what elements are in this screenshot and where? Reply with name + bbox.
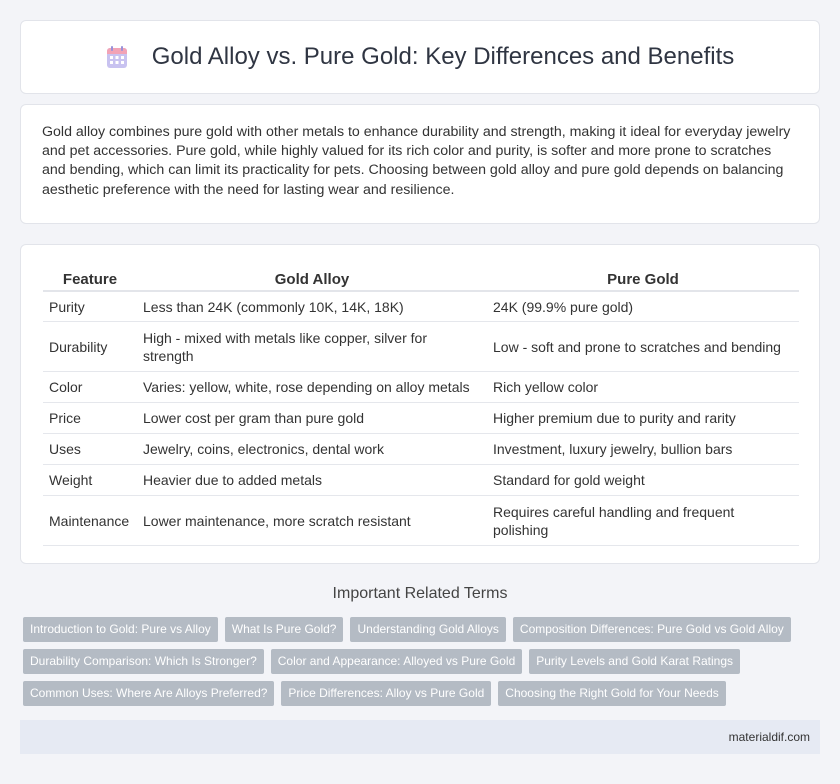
footer-site-link[interactable]: materialdif.com <box>728 730 810 744</box>
related-term-tag[interactable]: Durability Comparison: Which Is Stronger? <box>23 649 264 674</box>
related-term-tag[interactable]: Understanding Gold Alloys <box>350 617 505 642</box>
header-pure-gold: Pure Gold <box>487 265 799 292</box>
tag-row <box>23 617 823 642</box>
tag-row <box>23 649 823 674</box>
header-feature: Feature <box>43 265 137 292</box>
table-row <box>43 292 799 322</box>
row-gold-alloy: Jewelry, coins, electronics, dental work <box>137 434 487 465</box>
related-term-tag[interactable]: Purity Levels and Gold Karat Ratings <box>529 649 740 674</box>
related-term-tag[interactable]: Color and Appearance: Alloyed vs Pure Gold <box>271 649 522 674</box>
intro-card <box>20 104 820 224</box>
row-feature: Durability <box>43 322 137 372</box>
row-feature: Price <box>43 403 137 434</box>
row-pure-gold: Investment, luxury jewelry, bullion bars <box>487 434 799 465</box>
table-header-row <box>43 265 799 292</box>
row-pure-gold: Rich yellow color <box>487 372 799 403</box>
table-row <box>43 322 799 372</box>
comparison-table <box>43 265 799 546</box>
row-pure-gold: Low - soft and prone to scratches and bending <box>487 322 799 372</box>
row-feature: Purity <box>43 292 137 322</box>
row-pure-gold: Higher premium due to purity and rarity <box>487 403 799 434</box>
comparison-table-card <box>20 244 820 564</box>
row-feature: Maintenance <box>43 496 137 546</box>
related-term-tag[interactable]: What Is Pure Gold? <box>225 617 344 642</box>
related-term-tag[interactable]: Price Differences: Alloy vs Pure Gold <box>281 681 491 706</box>
row-feature: Color <box>43 372 137 403</box>
row-gold-alloy: Varies: yellow, white, rose depending on alloy metals <box>137 372 487 403</box>
page-title-text: Gold Alloy vs. Pure Gold: Key Differences and Benefits <box>151 43 735 70</box>
related-term-tag[interactable]: Composition Differences: Pure Gold vs Gold Alloy <box>513 617 791 642</box>
row-gold-alloy: Lower maintenance, more scratch resistant <box>137 496 487 546</box>
title-card <box>20 20 820 94</box>
related-terms-tags <box>23 617 823 713</box>
intro-text: Gold alloy combines pure gold with other metals to enhance durability and strength, making it ideal for everyday jewelry and pet accessories. Pure gold, while highly valued for its rich color and purity, is softer and more prone to scratches and bending, which can limit its practicality for pets. Choosing between gold alloy and pure gold depends on balancing aesthetic preference with the need for lasting wear and resilience. <box>42 124 791 198</box>
row-gold-alloy: High - mixed with metals like copper, silver for strength <box>137 322 487 372</box>
table-row <box>43 434 799 465</box>
tag-row <box>23 681 823 706</box>
row-pure-gold: 24K (99.9% pure gold) <box>487 292 799 322</box>
page-title <box>106 43 735 71</box>
related-term-tag[interactable]: Common Uses: Where Are Alloys Preferred? <box>23 681 274 706</box>
row-feature: Uses <box>43 434 137 465</box>
row-gold-alloy: Lower cost per gram than pure gold <box>137 403 487 434</box>
related-terms-title: Important Related Terms <box>332 585 508 602</box>
row-gold-alloy: Heavier due to added metals <box>137 465 487 496</box>
row-pure-gold: Requires careful handling and frequent polishing <box>487 496 799 546</box>
table-row <box>43 372 799 403</box>
table-row <box>43 465 799 496</box>
row-feature: Weight <box>43 465 137 496</box>
related-term-tag[interactable]: Introduction to Gold: Pure vs Alloy <box>23 617 218 642</box>
row-gold-alloy: Less than 24K (commonly 10K, 14K, 18K) <box>137 292 487 322</box>
calendar-icon <box>106 45 128 69</box>
footer <box>20 720 820 754</box>
related-term-tag[interactable]: Choosing the Right Gold for Your Needs <box>498 681 725 706</box>
row-pure-gold: Standard for gold weight <box>487 465 799 496</box>
table-row <box>43 403 799 434</box>
header-gold-alloy: Gold Alloy <box>137 265 487 292</box>
table-row <box>43 496 799 546</box>
